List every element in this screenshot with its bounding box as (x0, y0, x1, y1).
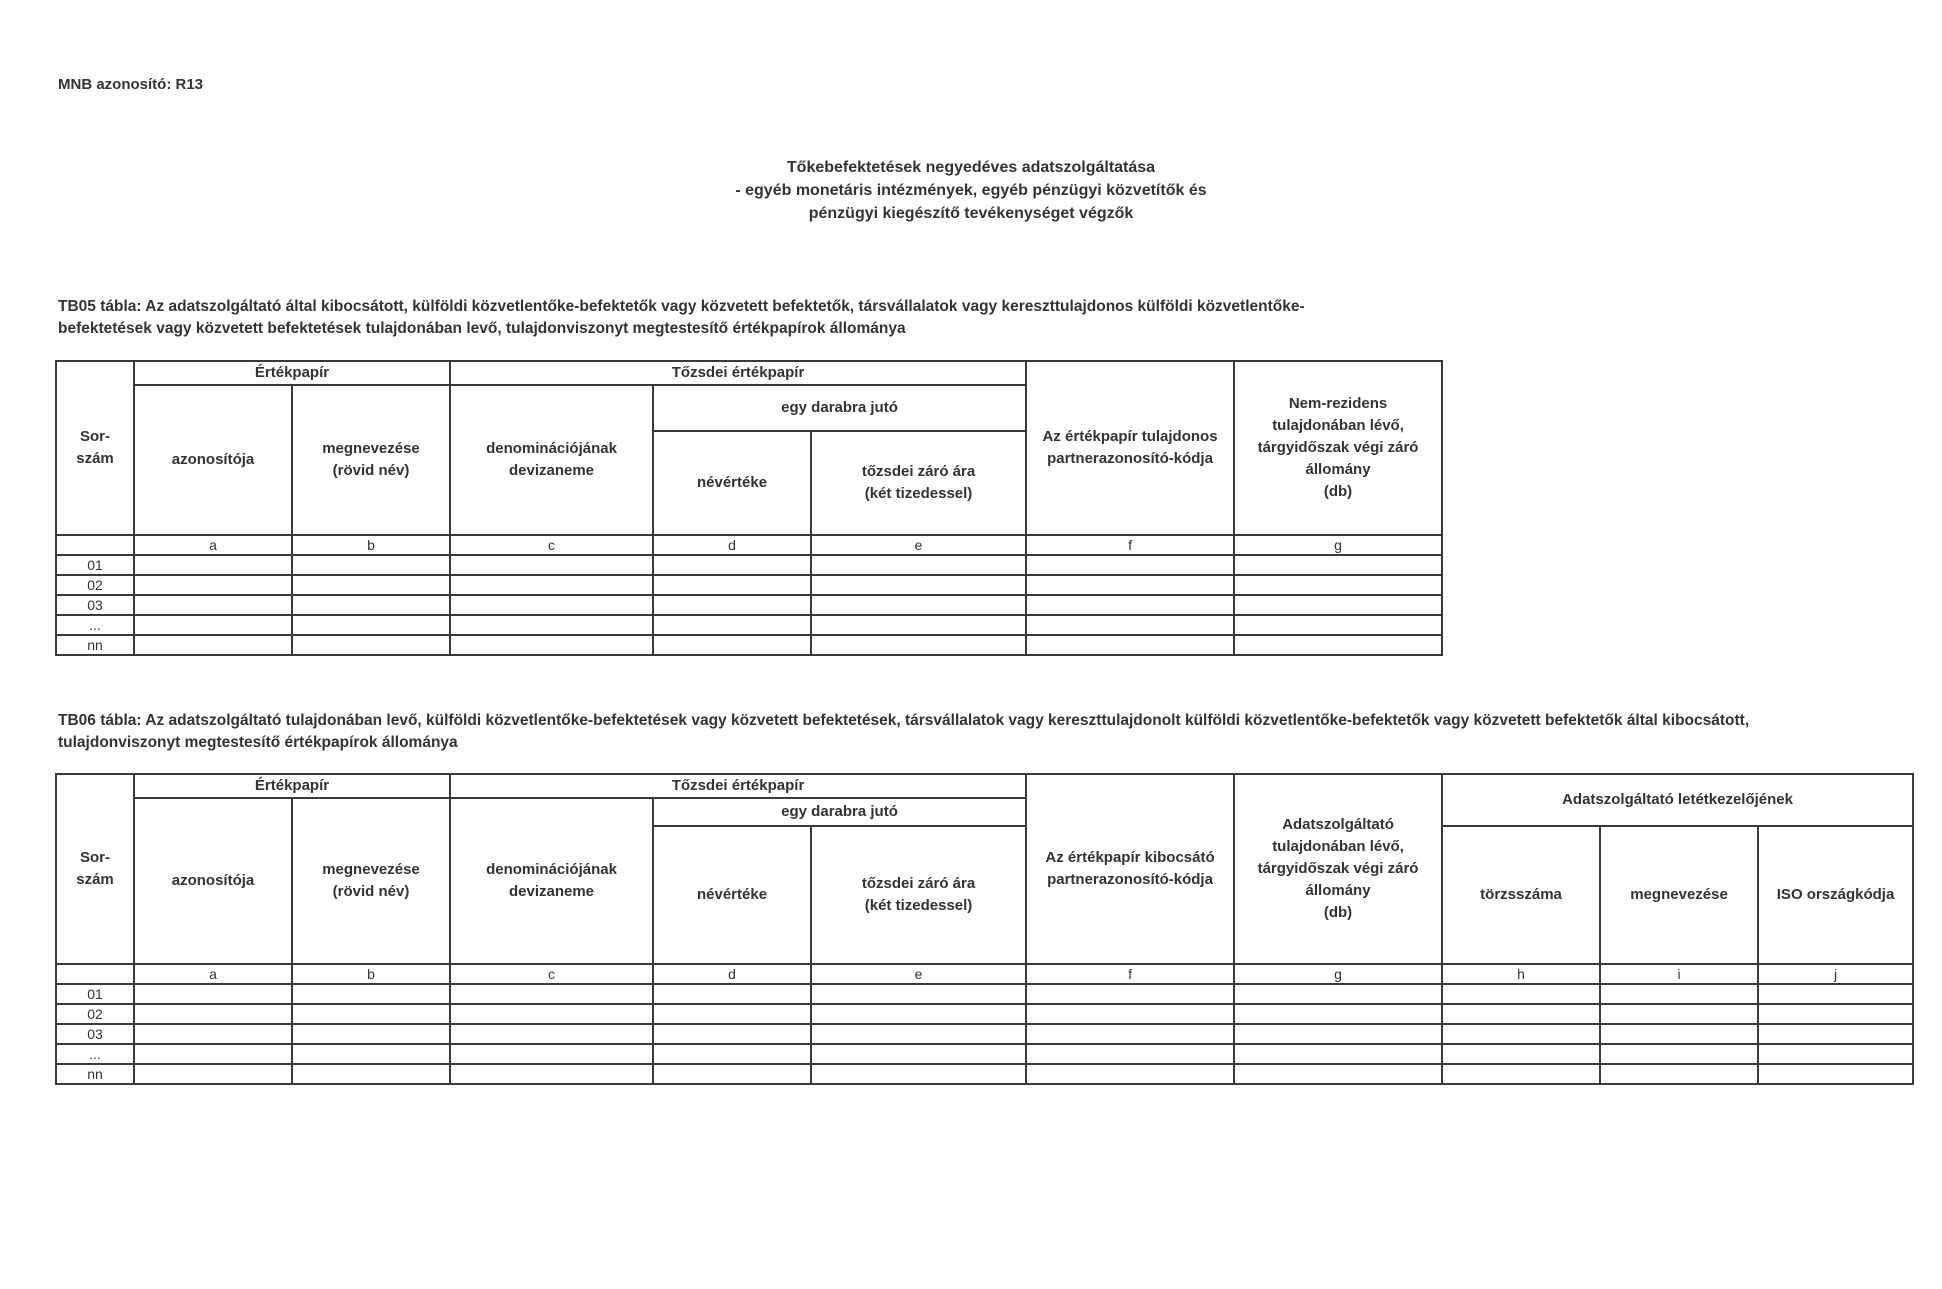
tb06-data-cell[interactable] (1600, 1044, 1758, 1064)
tb05-data-cell[interactable] (450, 635, 653, 655)
tb06-data-cell[interactable] (450, 984, 653, 1004)
tb06-data-cell[interactable] (1026, 984, 1234, 1004)
tb06-data-cell[interactable] (1758, 1004, 1913, 1024)
tb06-letter-a: a (134, 964, 292, 984)
tb06-data-cell[interactable] (653, 1064, 811, 1084)
tb05-data-cell[interactable] (811, 615, 1026, 635)
tb06-header-megnevezese2: megnevezése (1600, 826, 1758, 964)
tb06-data-cell[interactable] (1758, 1024, 1913, 1044)
tb06-letter-f: f (1026, 964, 1234, 984)
tb06-header-tozsdei-zaro: tőzsdei záró ára (két tizedessel) (811, 826, 1026, 964)
tb06-header-torzsszama: törzsszáma (1442, 826, 1600, 964)
tb06-data-cell[interactable] (1026, 1024, 1234, 1044)
tb06-header-letetkezelo: Adatszolgáltató letétkezelőjének (1442, 774, 1913, 826)
tb06-data-cell[interactable] (292, 1064, 450, 1084)
tb06-data-cell[interactable] (1442, 984, 1600, 1004)
tb06-data-cell[interactable] (1442, 1024, 1600, 1044)
tb05-data-cell[interactable] (134, 575, 292, 595)
tb06-data-cell[interactable] (1026, 1004, 1234, 1024)
tb05-header-partner: Az értékpapír tulajdonos partnerazonosító-kódja (1026, 361, 1234, 535)
tb06-data-cell[interactable] (134, 1044, 292, 1064)
tb05-data-cell[interactable] (134, 555, 292, 575)
tb05-caption-line-1: TB05 tábla: Az adatszolgáltató által kibocsátott, külföldi közvetlentőke-befektetők vagy közvetett befektetők, társvállalatok vagy kereszttulajdonos külföldi közvetlentőke- (58, 298, 1305, 315)
tb06-data-cell[interactable] (134, 984, 292, 1004)
tb05-data-cell[interactable] (450, 555, 653, 575)
tb06-letter-e: e (811, 964, 1026, 984)
tb05-data-cell[interactable] (653, 555, 811, 575)
tb05-data-cell[interactable] (653, 575, 811, 595)
tb06-data-cell[interactable] (1234, 1004, 1442, 1024)
tb05-letter-row (56, 535, 1442, 555)
tb06-caption-line-2: tulajdonviszonyt megtestesítő értékpapírok állománya (58, 734, 458, 751)
tb05-data-cell[interactable] (292, 635, 450, 655)
tb06-header-tozsdei: Tőzsdei értékpapír (450, 774, 1026, 798)
tb05-header-allomany: Nem-rezidens tulajdonában lévő, tárgyidőszak végi záró állomány (db) (1234, 361, 1442, 535)
title-line-3: pénzügyi kiegészítő tevékenységet végzők (808, 205, 1134, 222)
tb06-data-cell[interactable] (653, 1024, 811, 1044)
tb06-data-cell[interactable] (1600, 1064, 1758, 1084)
tb05-data-cell[interactable] (292, 575, 450, 595)
tb06-data-cell[interactable] (1234, 984, 1442, 1004)
tb05-data-cell[interactable] (653, 635, 811, 655)
tb05-data-cell[interactable] (1234, 555, 1442, 575)
tb05-row-number: 01 (56, 555, 134, 575)
tb05-header-azonositoja: azonosítója (134, 385, 292, 535)
tb05-row-number: 03 (56, 595, 134, 615)
tb05-data-cell[interactable] (450, 615, 653, 635)
tb06-row (56, 984, 1913, 1004)
tb06-letter-row (56, 964, 1913, 984)
tb05-data-cell[interactable] (1234, 635, 1442, 655)
tb05-row (56, 555, 1442, 575)
tb05-data-cell[interactable] (1026, 575, 1234, 595)
tb06-data-cell[interactable] (1442, 1004, 1600, 1024)
tb05-header-megnevezese: megnevezése (rövid név) (292, 385, 450, 535)
tb05-data-cell[interactable] (653, 615, 811, 635)
tb06-letter-g: g (1234, 964, 1442, 984)
tb05-data-cell[interactable] (653, 595, 811, 615)
tb05-header-sorszam: Sor- szám (56, 361, 134, 535)
tb06-header-iso: ISO országkódja (1758, 826, 1913, 964)
tb06-data-cell[interactable] (1758, 1064, 1913, 1084)
title-line-1: Tőkebefektetések negyedéves adatszolgáltatása (786, 159, 1156, 176)
tb06-row (56, 1064, 1913, 1084)
tb06-data-cell[interactable] (1442, 1064, 1600, 1084)
tb06-letter-d: d (653, 964, 811, 984)
tb05-caption-line-2: befektetések vagy közvetett befektetések tulajdonában levő, tulajdonviszonyt megtestesítő értékpapírok állománya (58, 320, 906, 337)
tb06-data-cell[interactable] (653, 1004, 811, 1024)
tb06-data-cell[interactable] (653, 1044, 811, 1064)
tb05-row-number: nn (56, 635, 134, 655)
tb06-body (56, 984, 1913, 1084)
tb06-data-cell[interactable] (1600, 1024, 1758, 1044)
tb06-data-cell[interactable] (1026, 1044, 1234, 1064)
tb05-data-cell[interactable] (134, 595, 292, 615)
tb05-row-number: ... (56, 615, 134, 635)
tb06-row (56, 1044, 1913, 1064)
tb06-data-cell[interactable] (134, 1064, 292, 1084)
tb05-data-cell[interactable] (134, 615, 292, 635)
tb05-letter-d: d (653, 535, 811, 555)
tb06-header-megnevezese: megnevezése (rövid név) (292, 798, 450, 964)
tb05-header-nevertek: névértéke (653, 431, 811, 535)
tb05-row (56, 635, 1442, 655)
tb05-letter-b: b (292, 535, 450, 555)
tb06-data-cell[interactable] (134, 1024, 292, 1044)
tb06-data-cell[interactable] (653, 984, 811, 1004)
tb06-letter-c: c (450, 964, 653, 984)
tb05-header-tozsdei-zaro: tőzsdei záró ára (két tizedessel) (811, 431, 1026, 535)
tb05-letter-blank (56, 535, 134, 555)
tb06-data-cell[interactable] (811, 1004, 1026, 1024)
tb05-data-cell[interactable] (811, 575, 1026, 595)
tb06-letter-blank (56, 964, 134, 984)
tb06-header-ertekpapir: Értékpapír (134, 774, 450, 798)
tb06-letter-h: h (1442, 964, 1600, 984)
tb05-header-denominacio: denominációjának devizaneme (450, 385, 653, 535)
tb06-row (56, 1004, 1913, 1024)
tb05-data-cell[interactable] (811, 555, 1026, 575)
tb06-data-cell[interactable] (450, 1044, 653, 1064)
tb05-row (56, 615, 1442, 635)
tb05-data-cell[interactable] (1234, 615, 1442, 635)
title-line-2: - egyéb monetáris intézmények, egyéb pénzügyi közvetítők és (735, 182, 1207, 199)
tb05-letter-e: e (811, 535, 1026, 555)
tb06-row-number: nn (56, 1064, 134, 1084)
document-title (0, 156, 1942, 225)
tb05-data-cell[interactable] (134, 635, 292, 655)
tb05-data-cell[interactable] (811, 595, 1026, 615)
tb06-letter-i: i (1600, 964, 1758, 984)
tb05-data-cell[interactable] (1234, 595, 1442, 615)
tb06-row-number: ... (56, 1044, 134, 1064)
tb05-data-cell[interactable] (450, 575, 653, 595)
tb05-header-egy-darabra: egy darabra jutó (653, 385, 1026, 431)
tb05-data-cell[interactable] (1026, 595, 1234, 615)
tb05-row (56, 575, 1442, 595)
tb06-row-number: 01 (56, 984, 134, 1004)
tb05-caption (58, 296, 1458, 340)
tb06-caption-line-1: TB06 tábla: Az adatszolgáltató tulajdonában levő, külföldi közvetlentőke-befektetések vagy közvetett befektetések, társvállalatok vagy kereszttulajdonolt külföldi közvetlentőke-befektetők vagy közvetett befektetők által kibocsátott, (58, 712, 1750, 729)
tb06-data-cell[interactable] (1234, 1044, 1442, 1064)
tb05-data-cell[interactable] (1026, 615, 1234, 635)
tb06-data-cell[interactable] (1442, 1044, 1600, 1064)
tb06-data-cell[interactable] (811, 984, 1026, 1004)
tb06-header-nevertek: névértéke (653, 826, 811, 964)
tb06-data-cell[interactable] (450, 1024, 653, 1044)
tb06-row (56, 1024, 1913, 1044)
tb06-data-cell[interactable] (1234, 1064, 1442, 1084)
tb05-letter-c: c (450, 535, 653, 555)
tb06-letter-b: b (292, 964, 450, 984)
tb06-letter-j: j (1758, 964, 1913, 984)
tb05-data-cell[interactable] (1026, 635, 1234, 655)
tb06-header-azonositoja: azonosítója (134, 798, 292, 964)
tb06-data-cell[interactable] (1026, 1064, 1234, 1084)
tb06-table (55, 773, 1914, 1085)
tb06-data-cell[interactable] (811, 1044, 1026, 1064)
tb06-data-cell[interactable] (450, 1064, 653, 1084)
tb06-header-egy-darabra: egy darabra jutó (653, 798, 1026, 826)
tb05-data-cell[interactable] (1026, 555, 1234, 575)
tb05-data-cell[interactable] (292, 595, 450, 615)
tb06-data-cell[interactable] (811, 1024, 1026, 1044)
tb06-header-partner: Az értékpapír kibocsátó partnerazonosító-kódja (1026, 774, 1234, 964)
tb06-header-denominacio: denominációjának devizaneme (450, 798, 653, 964)
tb06-data-cell[interactable] (1600, 984, 1758, 1004)
tb06-header-sorszam: Sor- szám (56, 774, 134, 964)
tb06-row-number: 02 (56, 1004, 134, 1024)
tb06-row-number: 03 (56, 1024, 134, 1044)
tb06-data-cell[interactable] (1758, 1044, 1913, 1064)
tb05-row-number: 02 (56, 575, 134, 595)
tb05-header-tozsdei: Tőzsdei értékpapír (450, 361, 1026, 385)
tb05-body (56, 555, 1442, 655)
tb05-letter-f: f (1026, 535, 1234, 555)
tb05-letter-g: g (1234, 535, 1442, 555)
tb06-data-cell[interactable] (292, 1004, 450, 1024)
tb06-data-cell[interactable] (292, 984, 450, 1004)
tb05-data-cell[interactable] (292, 555, 450, 575)
tb06-caption (58, 710, 1938, 754)
tb06-header-allomany: Adatszolgáltató tulajdonában lévő, tárgyidőszak végi záró állomány (db) (1234, 774, 1442, 964)
tb05-data-cell[interactable] (292, 615, 450, 635)
tb06-data-cell[interactable] (811, 1064, 1026, 1084)
tb06-data-cell[interactable] (1234, 1024, 1442, 1044)
tb05-row (56, 595, 1442, 615)
tb05-header-ertekpapir: Értékpapír (134, 361, 450, 385)
tb06-data-cell[interactable] (450, 1004, 653, 1024)
tb05-letter-a: a (134, 535, 292, 555)
tb05-data-cell[interactable] (450, 595, 653, 615)
tb05-data-cell[interactable] (1234, 575, 1442, 595)
tb05-table (55, 360, 1443, 656)
tb06-data-cell[interactable] (292, 1024, 450, 1044)
tb06-data-cell[interactable] (1758, 984, 1913, 1004)
tb06-data-cell[interactable] (134, 1004, 292, 1024)
tb05-data-cell[interactable] (811, 635, 1026, 655)
mnb-identifier: MNB azonosító: R13 (58, 76, 204, 93)
tb06-data-cell[interactable] (292, 1044, 450, 1064)
tb06-data-cell[interactable] (1600, 1004, 1758, 1024)
